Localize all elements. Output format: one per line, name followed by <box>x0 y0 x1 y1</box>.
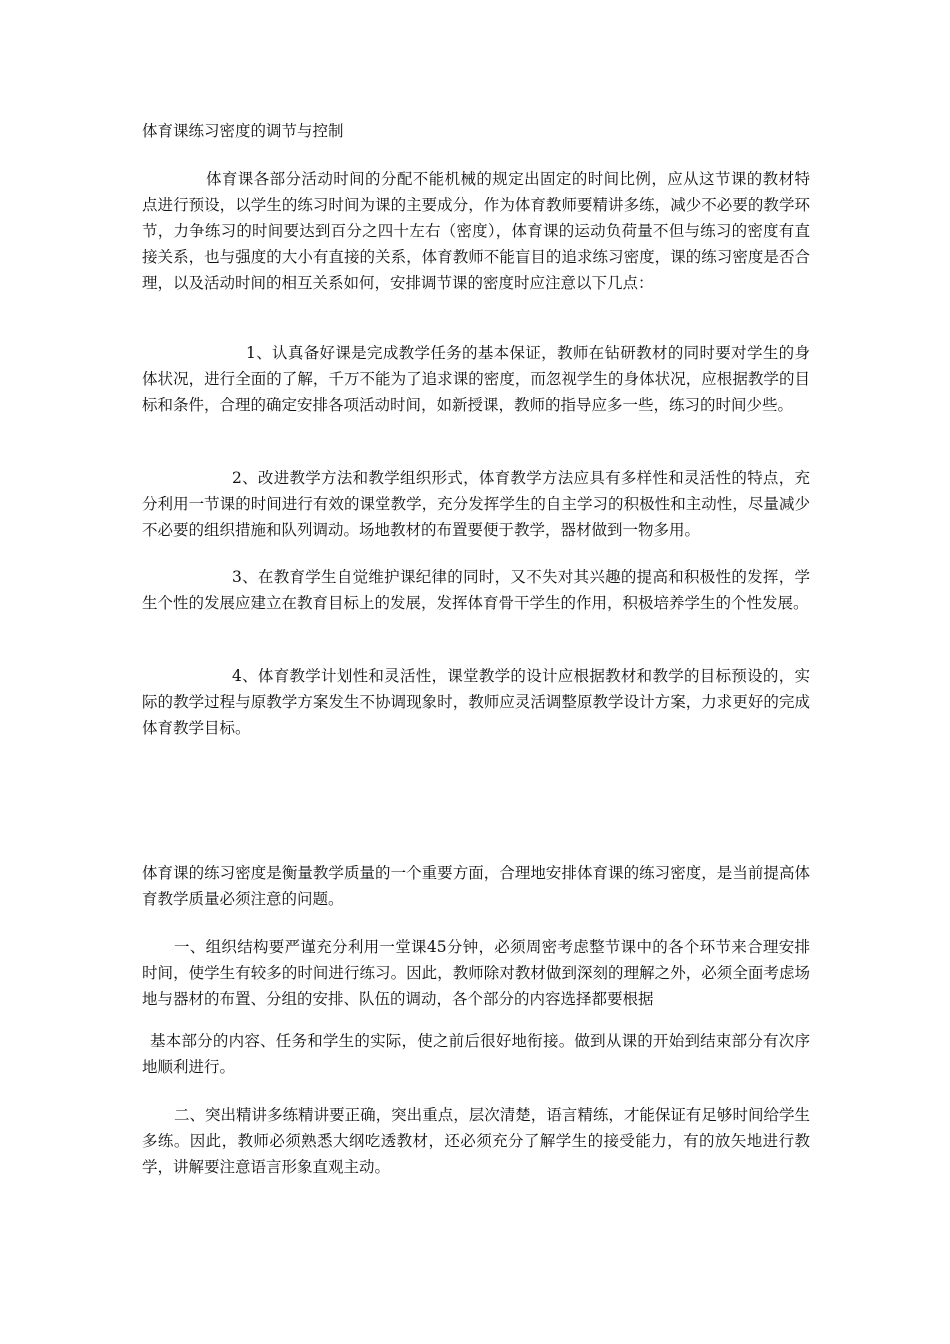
section2-paragraph-2: 二、突出精讲多练精讲要正确，突出重点，层次清楚，语言精练，才能保证有足够时间给学生多练。因此，教师必须熟悉大纲吃透教材，还必须充分了解学生的接受能力，有的放矢地进行教学，讲解要注意语言形象直观主动。 <box>142 1106 810 1176</box>
intro-paragraph: 体育课各部分活动时间的分配不能机械的规定出固定的时间比例，应从这节课的教材特点进行预设，以学生的练习时间为课的主要成分，作为体育教师要精讲多练，减少不必要的教学环节，力争练习的时间要达到百分之四十左右（密度），体育课的运动负荷量不但与练习的密度有直接关系，也与强度的大小有直接的关系，体育教师不能盲目的追求练习密度，课的练习密度是否合理，以及活动时间的相互关系如何，安排调节课的密度时应注意以下几点： <box>142 170 810 292</box>
point-paragraph-3: 3、在教育学生自觉维护课纪律的同时，又不失对其兴趣的提高和积极性的发挥，学生个性的发展应建立在教育目标上的发展，发挥体育骨干学生的作用，积极培养学生的个性发展。 <box>142 568 810 612</box>
point-paragraph-1: 1、认真备好课是完成教学任务的基本保证，教师在钻研教材的同时要对学生的身体状况，进行全面的了解，千万不能为了追求课的密度，而忽视学生的身体状况，应根据教学的目标和条件，合理的确定安排各项活动时间，如新授课，教师的指导应多一些，练习的时间少些。 <box>142 344 810 414</box>
section2-paragraph-1: 一、组织结构要严谨充分利用一堂课45分钟，必须周密考虑整节课中的各个环节来合理安排时间，使学生有较多的时间进行练习。因此，教师除对教材做到深刻的理解之外，必须全面考虑场地与器材的布置、分组的安排、队伍的调动，各个部分的内容选择都要根据 <box>142 938 810 1008</box>
section2-intro-paragraph: 体育课的练习密度是衡量教学质量的一个重要方面，合理地安排体育课的练习密度，是当前提高体育教学质量必须注意的问题。 <box>142 864 810 908</box>
document-title: 体育课练习密度的调节与控制 <box>142 122 344 140</box>
section2-paragraph-1-continued: 基本部分的内容、任务和学生的实际，使之前后很好地衔接。做到从课的开始到结束部分有次序地顺利进行。 <box>142 1032 810 1076</box>
point-paragraph-4: 4、体育教学计划性和灵活性，课堂教学的设计应根据教材和教学的目标预设的，实际的教学过程与原教学方案发生不协调现象时，教师应灵活调整原教学设计方案，力求更好的完成体育教学目标。 <box>142 667 810 737</box>
point-paragraph-2: 2、改进教学方法和教学组织形式，体育教学方法应具有多样性和灵活性的特点，充分利用一节课的时间进行有效的课堂教学，充分发挥学生的自主学习的积极性和主动性，尽量减少不必要的组织措施和队列调动。场地教材的布置要便于教学，器材做到一物多用。 <box>142 469 810 539</box>
